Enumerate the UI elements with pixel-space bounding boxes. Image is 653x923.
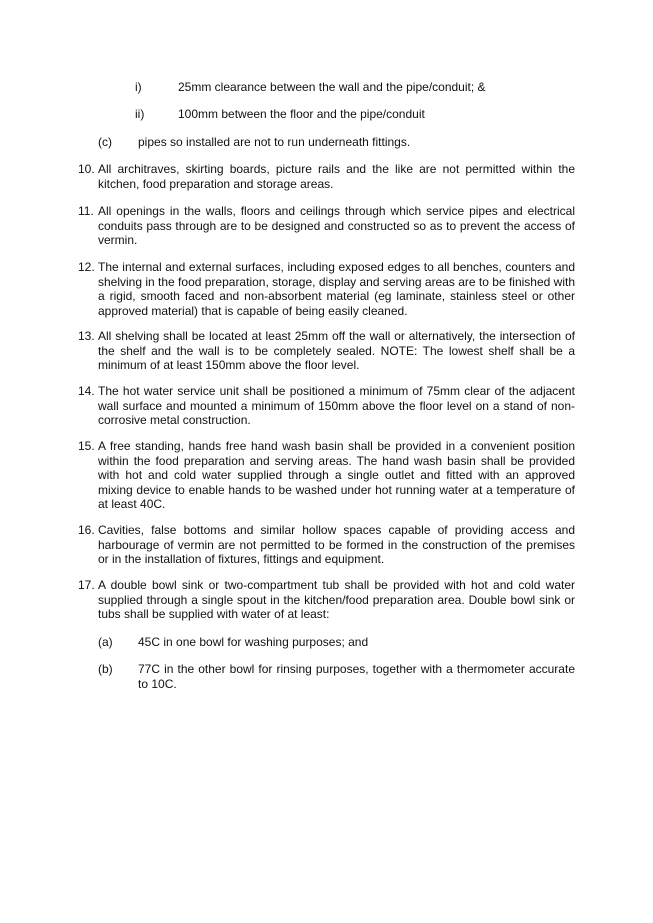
list-marker: ii) [135, 107, 145, 121]
clause-number: 15. [78, 439, 95, 453]
clause-text: The hot water service unit shall be positioned a minimum of 75mm clear of the adjacent wall surface and mounted a minimum of 150mm above the floor level on a stand of non-corrosive metal construction. [98, 384, 575, 428]
clause-number: 12. [78, 260, 95, 274]
clause-number: 11. [78, 204, 94, 218]
clause-text: All shelving shall be located at least 25mm off the wall or alternatively, the intersection of the shelf and the wall is to be completely sealed. NOTE: The lowest shelf shall be a minimum of at least 150mm above the floor level. [98, 329, 575, 373]
clause-15 [78, 439, 575, 512]
clause-number: 13. [78, 329, 95, 343]
clause-number: 14. [78, 384, 95, 398]
list-item-text: 45C in one bowl for washing purposes; and [138, 635, 369, 649]
list-marker: (b) [98, 662, 113, 676]
clause-text: Cavities, false bottoms and similar hollow spaces capable of providing access and harbourage of vermin are not permitted to be formed in the construction of the premises or in the installation of fixtures, fittings and equipment. [98, 523, 575, 567]
sub-item-c [98, 135, 575, 150]
clause-number: 10. [78, 162, 95, 176]
list-marker: (c) [98, 135, 112, 149]
clause-12 [78, 260, 575, 318]
clause-17 [78, 578, 575, 622]
sub-item-b [98, 662, 575, 691]
clause-number: 16. [78, 523, 95, 537]
list-marker: i) [135, 80, 142, 94]
clause-text: A double bowl sink or two-compartment tub shall be provided with hot and cold water supplied through a single spout in the kitchen/food preparation area. Double bowl sink or tubs shall be supplied with water of at least: [98, 578, 575, 622]
clause-16 [78, 523, 575, 567]
clause-13 [78, 329, 575, 373]
clause-text: The internal and external surfaces, including exposed edges to all benches, counters and shelving in the food preparation, storage, display and serving areas are to be finished with a rigid, smooth faced and non-absorbent material (eg laminate, stainless steel or other approved material) that is capable of being easily cleaned. [98, 260, 575, 318]
list-item-text: 25mm clearance between the wall and the pipe/conduit; & [178, 80, 486, 94]
clause-text: All architraves, skirting boards, picture rails and the like are not permitted within the kitchen, food preparation and storage areas. [98, 162, 575, 191]
clause-10 [78, 162, 575, 191]
list-marker: (a) [98, 635, 113, 649]
list-item-text: 77C in the other bowl for rinsing purposes, together with a thermometer accurate to 10C. [138, 662, 575, 691]
clause-text: All openings in the walls, floors and ceilings through which service pipes and electrical conduits pass through are to be designed and constructed so as to prevent the access of vermin. [98, 204, 575, 248]
list-item-text: pipes so installed are not to run underneath fittings. [138, 135, 411, 149]
sub-item-a [98, 635, 575, 650]
clause-text: A free standing, hands free hand wash basin shall be provided in a convenient position within the food preparation and serving areas. The hand wash basin shall be provided with hot and cold water supplied through a single outlet and fitted with an approved mixing device to enable hands to be washed under hot running water at a temperature of at least 40C. [98, 439, 575, 512]
clause-11 [78, 204, 575, 248]
clause-number: 17. [78, 578, 95, 592]
list-item-text: 100mm between the floor and the pipe/conduit [178, 107, 425, 121]
clause-14 [78, 384, 575, 428]
